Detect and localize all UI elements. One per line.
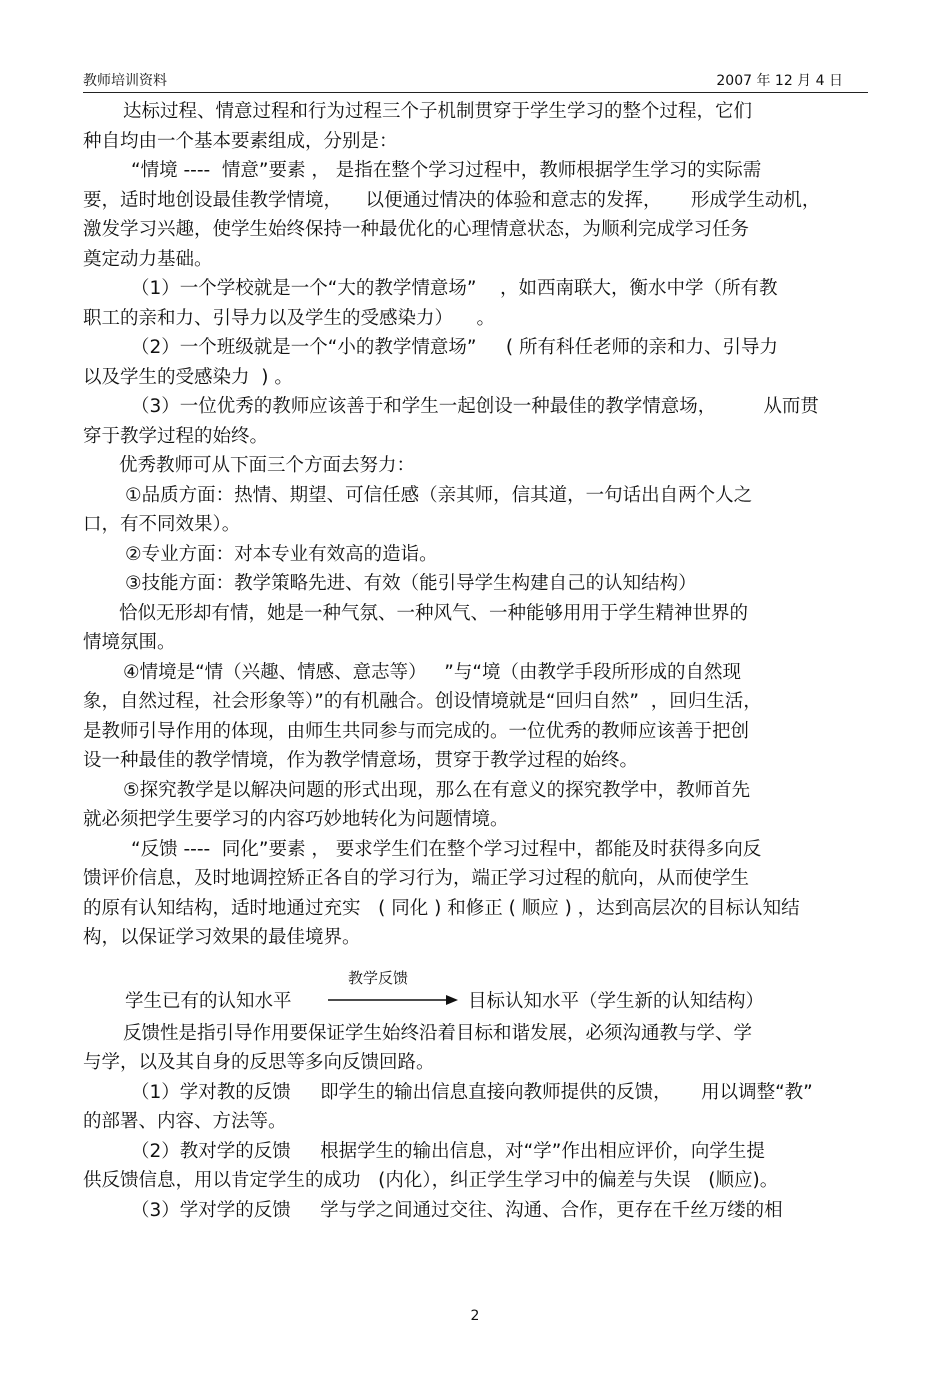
page-number: 2 <box>470 1308 480 1324</box>
text-line: （2）教对学的反馈 根据学生的输出信息，对“学”作出相应评价，向学生提 <box>131 1140 765 1162</box>
text-line: 设一种最佳的教学情境，作为教学情意场，贯穿于教学过程的始终。 <box>83 750 639 771</box>
flow-source-label: 学生已有的认知水平 <box>125 990 292 1012</box>
text-line: 的原有认知结构，适时地通过充实 ( 同化 ) 和修正 ( 顺应 ) ，达到高层次的目标认知结 <box>83 897 800 919</box>
text-line: （3）一位优秀的教师应该善于和学生一起创设一种最佳的教学情意场， 从而贯 <box>131 396 819 417</box>
text-line: 的部署、内容、方法等。 <box>83 1111 287 1132</box>
document-body <box>83 97 868 1225</box>
text-line: 情境氛围。 <box>83 632 176 653</box>
header-date: 2007 年 12 月 4 日 <box>716 73 843 89</box>
text-line: 优秀教师可从下面三个方面去努力： <box>119 455 416 476</box>
header-title: 教师培训资料 <box>83 73 167 89</box>
text-line: 象，自然过程，社会形象等）”的有机融合。创设情境就是“回归自然” ，回归生活， <box>83 691 762 712</box>
text-line: ④情境是“情（兴趣、情感、意志等） ”与“境（由教学手段所形成的自然现 <box>123 661 741 683</box>
right-arrow-icon <box>328 992 458 1008</box>
text-line: 是教师引导作用的体现，由师生共同参与而完成的。一位优秀的教师应该善于把创 <box>83 720 750 742</box>
text-line: 馈评价信息，及时地调控矫正各自的学习行为，端正学习过程的航向，从而使学生 <box>83 868 750 889</box>
text-line: 激发学习兴趣，使学生始终保持一种最优化的心理情意状态，为顺利完成学习任务 <box>83 219 750 240</box>
text-line: （2）一个班级就是一个“小的教学情意场” ( 所有科任老师的亲和力、引导力 <box>131 337 778 358</box>
text-line: （1）一个学校就是一个“大的教学情意场” ，如西南联大，衡水中学（所有教 <box>131 278 778 299</box>
text-line: 恰似无形却有情，她是一种气氛、一种风气、一种能够用用于学生精神世界的 <box>119 602 749 624</box>
text-line: 职工的亲和力、引导力以及学生的受感染力） 。 <box>83 307 496 329</box>
text-line: 与学，以及其自身的反思等多向反馈回路。 <box>83 1052 435 1073</box>
text-line: “情境 ---- 情意”要素 ， 是指在整个学习过程中，教师根据学生学习的实际需 <box>131 160 762 181</box>
text-line: ⑤探究教学是以解决问题的形式出现，那么在有意义的探究教学中，教师首先 <box>123 779 751 801</box>
text-line: 供反馈信息，用以肯定学生的成功 (内化），纠正学生学习中的偏差与失误 (顺应)。 <box>83 1170 779 1191</box>
text-line: 构，以保证学习效果的最佳境界。 <box>83 927 361 948</box>
text-line: ③技能方面：教学策略先进、有效（能引导学生构建自己的认知结构） <box>125 573 697 594</box>
spacer <box>83 953 868 979</box>
text-line: 口，有不同效果）。 <box>83 514 241 535</box>
text-line: 反馈性是指引导作用要保证学生始终沿着目标和谐发展，必须沟通教与学、学 <box>123 1022 753 1044</box>
text-line: 穿于教学过程的始终。 <box>83 425 269 447</box>
text-line: ②专业方面：对本专业有效高的造诣。 <box>125 543 438 565</box>
feedback-flow-diagram <box>83 968 868 1019</box>
text-line: 就必须把学生要学习的内容巧妙地转化为问题情境。 <box>83 809 509 830</box>
text-line: 要，适时地创设最佳教学情境， 以便通过情决的体验和意志的发挥， 形成学生动机， <box>83 189 821 211</box>
flow-target-label: 目标认知水平（学生新的认知结构） <box>468 990 765 1012</box>
text-line: 奠定动力基础。 <box>83 248 213 270</box>
text-line: （3）学对学的反馈 学与学之间通过交往、沟通、合作，更存在千丝万缕的相 <box>131 1199 783 1221</box>
text-line: （1）学对教的反馈 即学生的输出信息直接向教师提供的反馈， 用以调整“教” <box>131 1081 813 1103</box>
text-line: “反馈 ---- 同化”要素 ， 要求学生们在整个学习过程中，都能及时获得多向反 <box>131 838 762 860</box>
text-line: 种自均由一个基本要素组成，分别是： <box>83 130 398 152</box>
text-line: ①品质方面：热情、期望、可信任感（亲其师，信其道，一句话出自两个人之 <box>125 484 753 506</box>
text-line: 达标过程、情意过程和行为过程三个子机制贯穿于学生学习的整个过程，它们 <box>123 101 753 122</box>
text-line: 以及学生的受感染力 ) 。 <box>83 366 293 388</box>
header-divider <box>83 92 868 93</box>
flow-arrow-label: 教学反馈 <box>348 968 409 987</box>
